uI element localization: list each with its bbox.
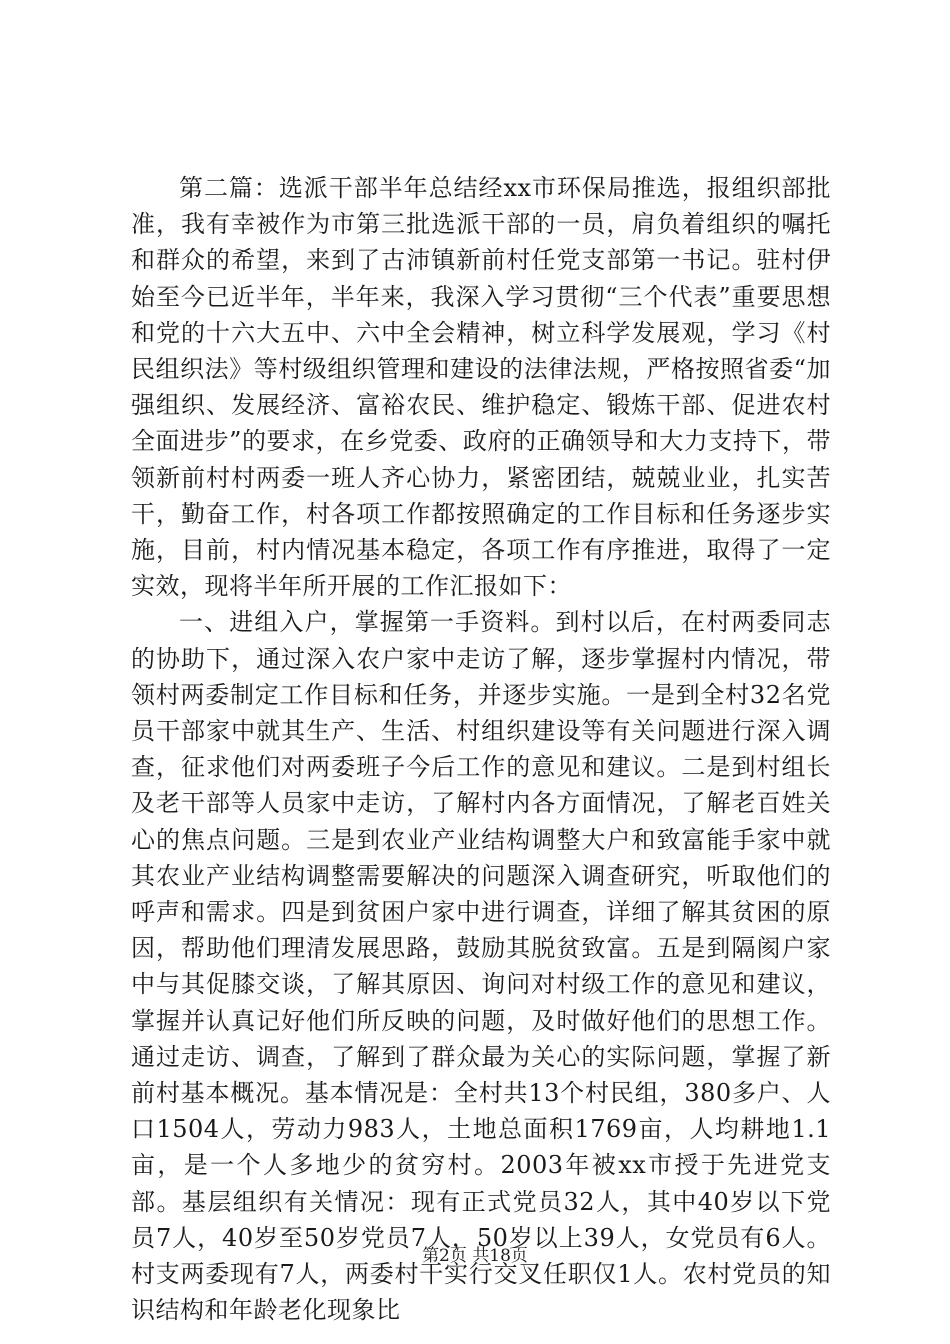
page-number-label: 第2页 共18页 [422,1246,528,1266]
page-footer [0,1245,950,1267]
paragraph-section-one: 一、进组入户，掌握第一手资料。到村以后，在村两委同志的协助下，通过深入农户家中走访了解，逐步掌握村内情况，带领村两委制定工作目标和任务，并逐步实施。一是到全村32名党员干部家中就其生产、生活、村组织建设等有关问题进行深入调查，征求他们对两委班子今后工作的意见和建议。二是到村组长及老干部等人员家中走访，了解村内各方面情况，了解老百姓关心的焦点问题。三是到农业产业结构调整大户和致富能手家中就其农业产业结构调整需要解决的问题深入调查研究，听取他们的呼声和需求。四是到贫困户家中进行调查，详细了解其贫困的原因，帮助他们理清发展思路，鼓励其脱贫致富。五是到隔阂户家中与其促膝交谈，了解其原因、询问对村级工作的意见和建议，掌握并认真记好他们所反映的问题，及时做好他们的思想工作。通过走访、调查，了解到了群众最为关心的实际问题，掌握了新前村基本概况。基本情况是：全村共13个村民组，380多户、人口1504人，劳动力983人，土地总面积1769亩，人均耕地1.1亩，是一个人多地少的贫穷村。2003年被xx市授于先进党支部。基层组织有关情况：现有正式党员32人，其中40岁以下党员7人，40岁至50岁党员7人，50岁以上39人，女党员有6人。村支两委现有7人，两委村干实行交叉任职仅1人。农村党员的知识结构和年龄老化现象比 [131,608,831,1325]
paragraph-intro: 第二篇：选派干部半年总结经xx市环保局推选，报组织部批准，我有幸被作为市第三批选派干部的一员，肩负着组织的嘱托和群众的希望，来到了古沛镇新前村任党支部第一书记。驻村伊始至今已近半年，半年来，我深入学习贯彻“三个代表”重要思想和党的十六大五中、六中全会精神，树立科学发展观，学习《村民组织法》等村级组织管理和建设的法律法规，严格按照省委“加强组织、发展经济、富裕农民、维护稳定、锻炼干部、促进农村全面进步”的要求，在乡党委、政府的正确领导和大力支持下，带领新前村村两委一班人齐心协力，紧密团结，兢兢业业，扎实苦干，勤奋工作，村各项工作都按照确定的工作目标和任务逐步实施，目前，村内情况基本稳定，各项工作有序推进，取得了一定实效，现将半年所开展的工作汇报如下： [131,174,831,601]
document-body [131,170,831,1329]
